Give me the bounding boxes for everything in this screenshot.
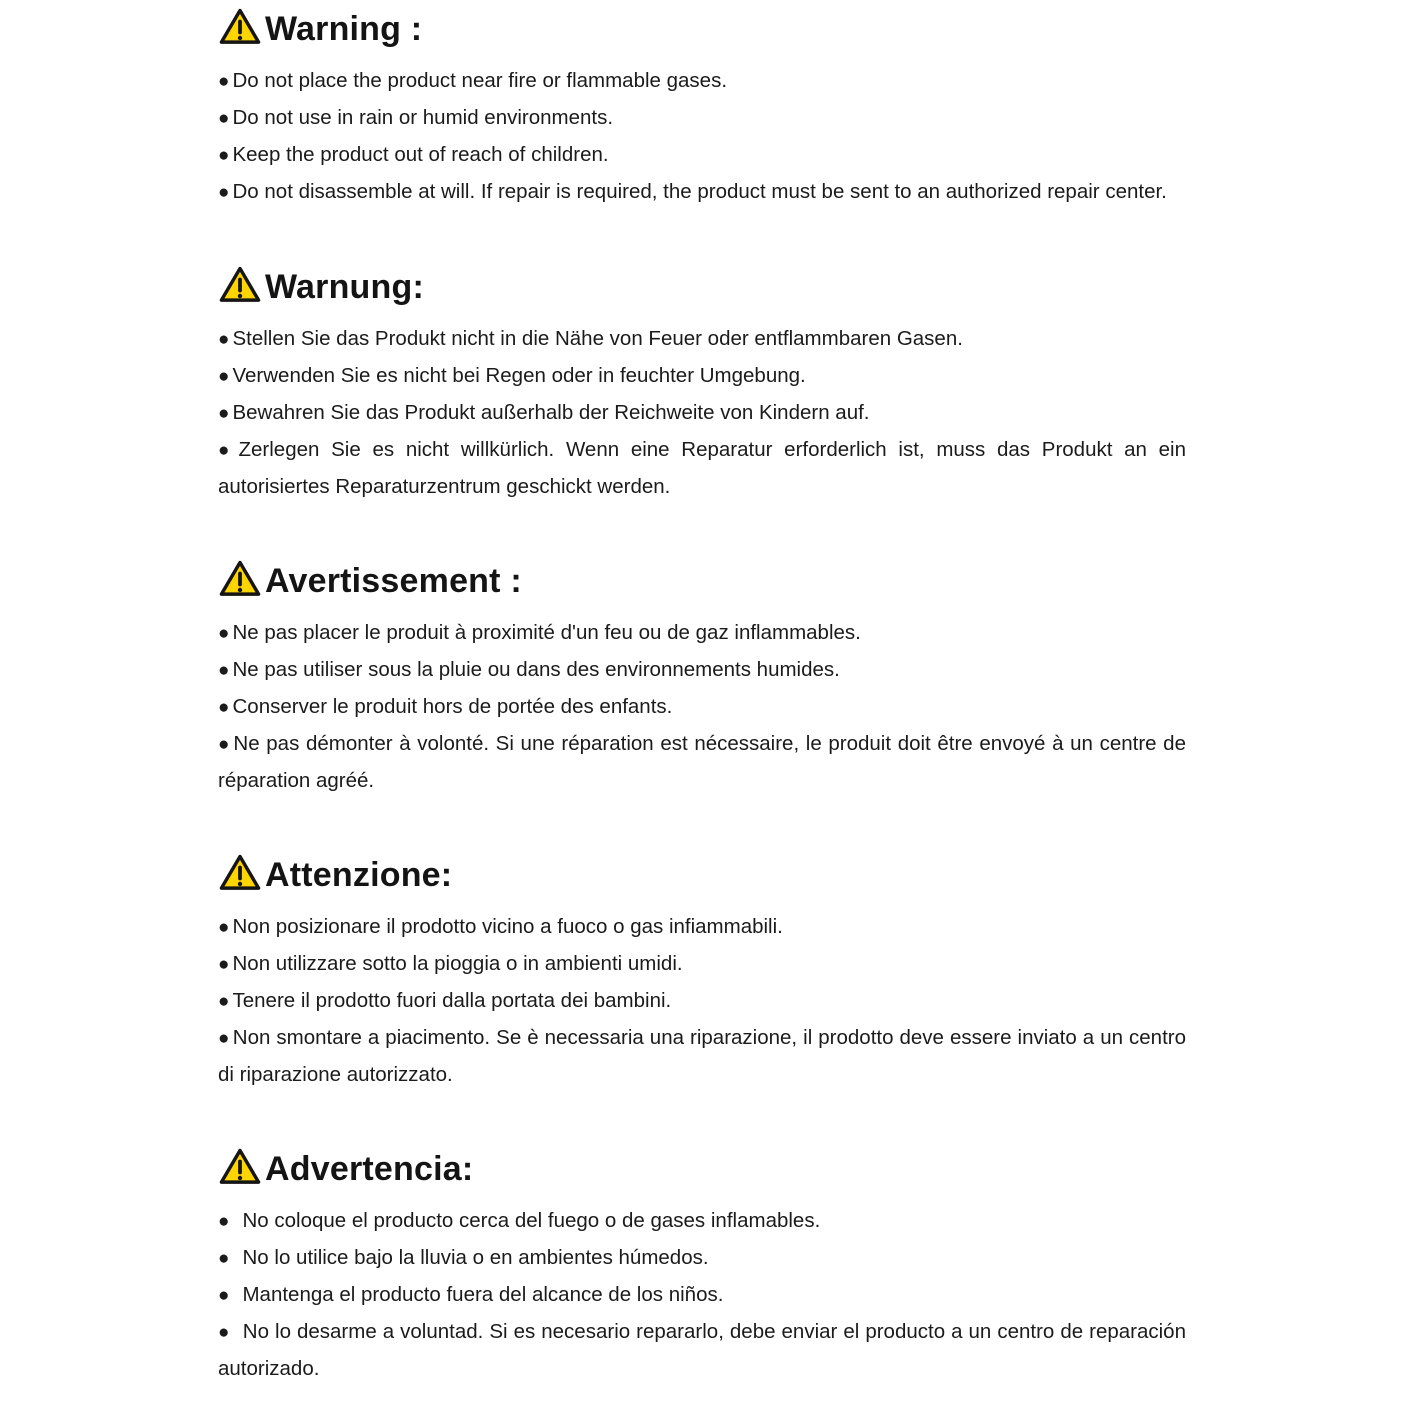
bullet-text: No lo utilice bajo la lluvia o en ambientes húmedos. xyxy=(242,1246,709,1269)
bullet-icon: ● xyxy=(218,954,230,975)
bullet-item xyxy=(218,63,1186,100)
bullet-item xyxy=(218,1020,1186,1093)
bullet-item xyxy=(218,726,1186,799)
bullet-icon: ● xyxy=(218,991,230,1012)
bullet-item xyxy=(218,689,1186,726)
bullet-text: Do not use in rain or humid environments. xyxy=(232,106,614,129)
bullet-item xyxy=(218,432,1186,505)
bullet-text: Mantenga el producto fuera del alcance de los niños. xyxy=(242,1283,724,1306)
bullet-text: Non utilizzare sotto la pioggia o in ambienti umidi. xyxy=(232,952,683,975)
section-heading-text: Warning : xyxy=(265,9,423,48)
section-heading xyxy=(218,263,1186,311)
bullet-text: Ne pas démonter à volonté. Si une réparation est nécessaire, le produit doit être envoyé à un centre de réparation agréé. xyxy=(218,732,1186,792)
bullet-icon: ● xyxy=(218,734,231,755)
bullet-icon: ● xyxy=(218,623,230,644)
bullet-item xyxy=(218,174,1186,211)
section-heading xyxy=(218,1145,1186,1193)
bullet-icon: ● xyxy=(218,1285,230,1306)
warning-section-spanish xyxy=(218,1145,1186,1387)
bullet-text: No coloque el producto cerca del fuego o de gases inflamables. xyxy=(242,1209,821,1232)
bullet-icon: ● xyxy=(218,1211,230,1232)
bullet-item xyxy=(218,983,1186,1020)
bullet-text: No lo desarme a voluntad. Si es necesario repararlo, debe enviar el producto a un centro de reparación autorizado. xyxy=(218,1320,1186,1380)
bullet-icon: ● xyxy=(218,366,230,387)
bullet-icon: ● xyxy=(218,108,230,129)
bullet-text: Do not place the product near fire or flammable gases. xyxy=(232,69,728,92)
bullet-item xyxy=(218,137,1186,174)
bullet-icon: ● xyxy=(218,182,230,203)
bullet-text: Stellen Sie das Produkt nicht in die Nähe von Feuer oder entflammbaren Gasen. xyxy=(232,327,963,350)
section-heading xyxy=(218,851,1186,899)
warning-triangle-icon xyxy=(218,559,262,599)
bullet-icon: ● xyxy=(218,697,230,718)
bullet-item xyxy=(218,1314,1186,1387)
bullet-icon: ● xyxy=(218,1248,230,1269)
warning-section-english xyxy=(218,5,1186,211)
bullet-text: Tenere il prodotto fuori dalla portata dei bambini. xyxy=(232,989,672,1012)
bullet-icon: ● xyxy=(218,660,230,681)
section-heading-text: Advertencia: xyxy=(265,1149,474,1188)
warning-triangle-icon xyxy=(218,265,262,305)
section-heading-text: Warnung: xyxy=(265,267,424,306)
bullet-item xyxy=(218,1240,1186,1277)
bullet-icon: ● xyxy=(218,403,230,424)
warning-section-german xyxy=(218,263,1186,505)
bullet-item xyxy=(218,652,1186,689)
bullet-item xyxy=(218,100,1186,137)
bullet-icon: ● xyxy=(218,1028,230,1049)
bullet-text: Non posizionare il prodotto vicino a fuoco o gas infiammabili. xyxy=(232,915,783,938)
bullet-item xyxy=(218,1277,1186,1314)
bullet-text: Keep the product out of reach of children. xyxy=(232,143,609,166)
bullet-icon: ● xyxy=(218,71,230,92)
warning-triangle-icon xyxy=(218,7,262,47)
warning-triangle-icon xyxy=(218,1147,262,1187)
bullet-item xyxy=(218,395,1186,432)
bullet-item xyxy=(218,1203,1186,1240)
warning-triangle-icon xyxy=(218,853,262,893)
bullet-icon: ● xyxy=(218,145,230,166)
section-heading-text: Attenzione: xyxy=(265,855,453,894)
bullet-text: Zerlegen Sie es nicht willkürlich. Wenn eine Reparatur erforderlich ist, muss das Produkt an ein autorisiertes Reparaturzentrum geschickt werden. xyxy=(218,438,1186,498)
bullet-icon: ● xyxy=(218,440,236,461)
bullet-text: Ne pas utiliser sous la pluie ou dans des environnements humides. xyxy=(232,658,840,681)
bullet-text: Verwenden Sie es nicht bei Regen oder in feuchter Umgebung. xyxy=(232,364,806,387)
bullet-item xyxy=(218,909,1186,946)
bullet-item xyxy=(218,946,1186,983)
section-heading xyxy=(218,557,1186,605)
warning-section-italian xyxy=(218,851,1186,1093)
bullet-text: Conserver le produit hors de portée des enfants. xyxy=(232,695,673,718)
bullet-item xyxy=(218,321,1186,358)
bullet-item xyxy=(218,358,1186,395)
section-heading-text: Avertissement : xyxy=(265,561,522,600)
bullet-text: Ne pas placer le produit à proximité d'un feu ou de gaz inflammables. xyxy=(232,621,861,644)
bullet-text: Do not disassemble at will. If repair is required, the product must be sent to an authorized repair center. xyxy=(232,180,1167,203)
bullet-item xyxy=(218,615,1186,652)
warning-section-french xyxy=(218,557,1186,799)
bullet-text: Bewahren Sie das Produkt außerhalb der Reichweite von Kindern auf. xyxy=(232,401,870,424)
section-heading xyxy=(218,5,1186,53)
bullet-text: Non smontare a piacimento. Se è necessaria una riparazione, il prodotto deve essere inviato a un centro di riparazione autorizzato. xyxy=(218,1026,1186,1086)
bullet-icon: ● xyxy=(218,329,230,350)
bullet-icon: ● xyxy=(218,1322,230,1343)
bullet-icon: ● xyxy=(218,917,230,938)
